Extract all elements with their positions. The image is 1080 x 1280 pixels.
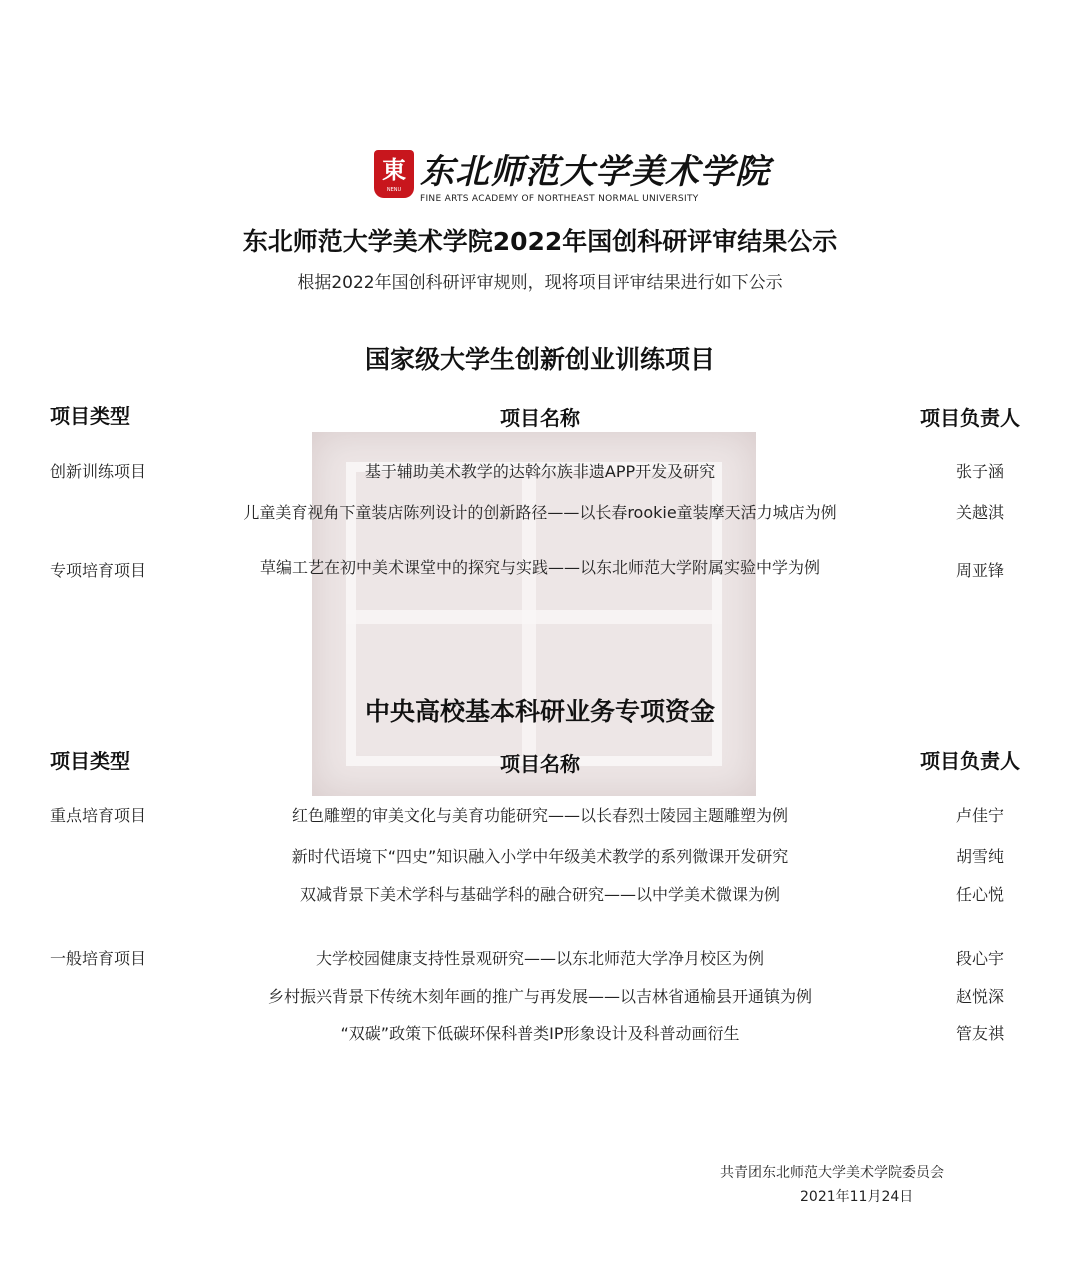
watermark-seal (312, 432, 756, 796)
table-row-leader: 卢佳宁 (955, 806, 1004, 825)
table-row-name: 基于辅助美术教学的达斡尔族非遗APP开发及研究 (364, 462, 716, 481)
table-row-leader: 周亚锋 (955, 561, 1004, 580)
logo-english-name: FINE ARTS ACADEMY OF NORTHEAST NORMAL UNIVERSITY (420, 194, 699, 204)
footer-organization: 共青团东北师范大学美术学院委员会 (720, 1165, 944, 1181)
table-row-leader: 管友祺 (955, 1024, 1004, 1043)
logo-chinese-name: 东北师范大学美术学院 (420, 152, 770, 192)
school-emblem-icon: 東 NENU (374, 150, 414, 198)
section2-title: 中央高校基本科研业务专项资金 (364, 697, 715, 726)
table-row-leader: 胡雪纯 (955, 847, 1004, 866)
table-row-leader: 张子涵 (955, 462, 1004, 481)
page-title: 东北师范大学美术学院2022年国创科研评审结果公示 (242, 227, 838, 256)
table-row-type: 专项培育项目 (50, 561, 147, 580)
table-row-leader: 关越淇 (955, 503, 1004, 522)
table-row-name: 大学校园健康支持性景观研究——以东北师范大学净月校区为例 (315, 949, 764, 968)
table-row-name: 儿童美育视角下童装店陈列设计的创新路径——以长春rookie童装摩天活力城店为例 (243, 503, 837, 522)
section2-col-type: 项目类型 (50, 749, 130, 773)
table-row-name: “双碳”政策下低碳环保科普类IP形象设计及科普动画衍生 (340, 1024, 740, 1043)
table-row-type: 一般培育项目 (50, 949, 147, 968)
table-row-leader: 任心悦 (955, 885, 1004, 904)
section1-title: 国家级大学生创新创业训练项目 (364, 345, 715, 374)
table-row-leader: 段心宇 (955, 949, 1004, 968)
table-row-name: 草编工艺在初中美术课堂中的探究与实践——以东北师范大学附属实验中学为例 (259, 558, 820, 577)
table-row-name: 双减背景下美术学科与基础学科的融合研究——以中学美术微课为例 (299, 885, 780, 904)
table-row-type: 创新训练项目 (50, 462, 147, 481)
section2-col-leader: 项目负责人 (920, 749, 1020, 773)
footer-date: 2021年11月24日 (800, 1189, 914, 1205)
section1-col-name: 项目名称 (500, 406, 580, 430)
section1-col-type: 项目类型 (50, 404, 130, 428)
table-row-leader: 赵悦深 (955, 987, 1004, 1006)
page-subtitle: 根据2022年国创科研评审规则，现将项目评审结果进行如下公示 (297, 273, 783, 293)
table-row-name: 红色雕塑的审美文化与美育功能研究——以长春烈士陵园主题雕塑为例 (291, 806, 788, 825)
section2-col-name: 项目名称 (500, 752, 580, 776)
table-row-name: 新时代语境下“四史”知识融入小学中年级美术教学的系列微课开发研究 (291, 847, 789, 866)
table-row-name: 乡村振兴背景下传统木刻年画的推广与再发展——以吉林省通榆县开通镇为例 (267, 987, 812, 1006)
table-row-type: 重点培育项目 (50, 806, 147, 825)
section1-col-leader: 项目负责人 (920, 406, 1020, 430)
